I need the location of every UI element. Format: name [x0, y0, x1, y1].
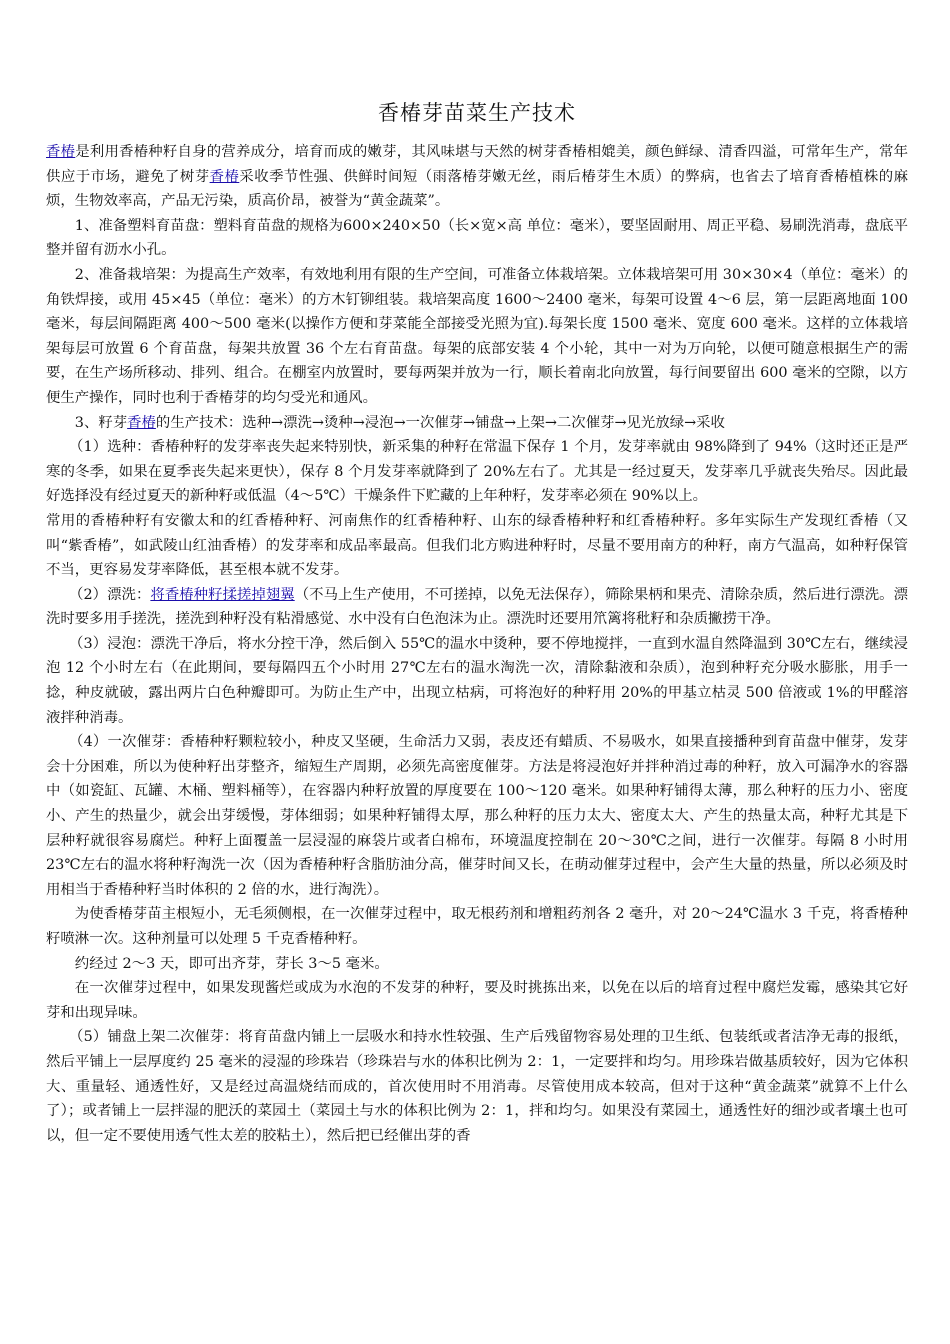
paragraph-tray: 1、准备塑料育苗盘：塑料育苗盘的规格为600×240×50（长×宽×高 单位：毫米），要坚固耐用、周正平稳、易刷洗消毒，盘底平整并留有沥水小孔。 [46, 217, 908, 259]
paragraph-seed-selection: （1）选种：香椿种籽的发芽率丧失起来特别快，新采集的种籽在常温下保存 1 个月，发芽率就由 98%降到了 94%（这时还正是严寒的冬季，如果在夏季丧失起来更快），保存 8 个月发芽率就降到了 20%左右了。尤其是一经过夏天，发芽率几乎就丧失殆尽。因此最好选择没有经过夏天的新种籽或低温（4～5℃）干燥条件下贮藏的上年种籽，发芽率必须在 90%以上。 [46, 439, 908, 505]
paragraph-sorting: 在一次催芽过程中，如果发现酱烂或成为水泡的不发芽的种籽，要及时挑拣出来，以免在以后的培育过程中腐烂发霉，感染其它好芽和出现异味。 [46, 980, 908, 1021]
paragraph-process [46, 411, 908, 436]
paragraph-first-germination: （4）一次催芽：香椿种籽颗粒较小，种皮又坚硬，生命活力又弱，表皮还有蜡质、不易吸水，如果直接播种到育苗盘中催芽，发芽会十分困难，所以为使种籽出芽整齐，缩短生产周期，必须先高密度催芽。方法是将浸泡好并拌种消过毒的种籽，放入可漏净水的容器中（如瓷缸、瓦罐、木桶、塑料桶等），在容器内种籽放置的厚度要在 100～120 毫米。如果种籽铺得太薄，那么种籽的压力小、密度小、产生的热量少，就会出芽缓慢，芽体细弱；如果种籽铺得太厚，那么种籽的压力太大、密度太大、产生的热量太高，种籽尤其是下层种籽就很容易腐烂。种籽上面覆盖一层浸湿的麻袋片或者白棉布，环境温度控制在 20～30℃之间，进行一次催芽。每隔 8 小时用 23℃左右的温水将种籽淘洗一次（因为香椿种籽含脂肪油分高，催芽时间又长，在萌动催芽过程中，会产生大量的热量，所以必须及时用相当于香椿种籽当时体积的 2 倍的水，进行淘洗）。 [46, 734, 908, 898]
link-rub-wings[interactable]: 将香椿种籽揉搓掉翅翼 [150, 586, 295, 603]
process-text-2: 的生产技术：选种→漂洗→烫种→浸泡→一次催芽→铺盘→上架→二次催芽→见光放绿→采收 [155, 414, 725, 431]
page-title: 香椿芽苗菜生产技术 [378, 101, 576, 125]
paragraph-root-treatment: 为使香椿芽苗主根短小，无毛须侧根，在一次催芽过程中，取无根药剂和增粗药剂各 2 毫升，对 20～24℃温水 3 千克，将香椿种籽喷淋一次。这种剂量可以处理 5 千克香椿种籽。 [46, 906, 908, 947]
paragraph-soaking: （3）浸泡：漂洗干净后，将水分控干净，然后倒入 55℃的温水中烫种，要不停地搅拌，一直到水温自然降温到 30℃左右，继续浸泡 12 个小时左右（在此期间，要每隔四五个小时用 27℃左右的温水淘洗一次，清除黏液和杂质），泡到种籽充分吸水膨胀，用手一捻，种皮就破，露出两片白色种瓣即可。为防止生产中，出现立枯病，可将泡好的种籽用 20%的甲基立枯灵 500 倍液或 1%的甲醛溶液拌种消毒。 [46, 635, 908, 726]
rinsing-text-2: （不马上生产使用，不可搓掉，以免无法保存），筛除果柄和果壳、清除杂质，然后进行漂洗。漂洗时要多用手搓洗，搓洗到种籽没有粘滑感觉、水中没有白色泡沫为止。漂洗时还要用笊篱将秕籽和杂质撇捞干净。 [46, 586, 908, 628]
paragraph-sprout-time: 约经过 2～3 天，即可出齐芽，芽长 3～5 毫米。 [74, 955, 389, 972]
intro-text-2: 采收季节性强、供鲜时间短（雨落椿芽嫩无丝，雨后椿芽生木质）的弊病，也省去了培育香椿植株的麻烦，生物效率高，产品无污染，质高价昂，被誉为“黄金蔬菜”。 [46, 168, 908, 210]
process-text-1: 3、籽芽 [74, 414, 128, 431]
paragraph-seed-varieties: 常用的香椿种籽有安徽太和的红香椿种籽、河南焦作的红香椿种籽、山东的绿香椿种籽和红香椿种籽。多年实际生产发现红香椿（又叫“紫香椿”，如武陵山红油香椿）的发芽率和成品率最高。但我们北方购进种籽时，尽量不要用南方的种籽，南方气温高，如种籽保管不当，更容易发芽率降低，甚至根本就不发芽。 [46, 512, 908, 579]
paragraph-tray-laying: （5）铺盘上架二次催芽：将育苗盘内铺上一层吸水和持水性较强、生产后残留物容易处理的卫生纸、包装纸或者洁净无毒的报纸，然后平铺上一层厚度约 25 毫米的浸湿的珍珠岩（珍珠岩与水的体积比例为 2：1，一定要拌和均匀。用珍珠岩做基质较好，因为它体积大、重量轻、通透性好，又是经过高温烧结而成的，首次使用时不用消毒。尽管使用成本较高，但对于这种“黄金蔬菜”就算不上什么了）；或者铺上一层拌湿的肥沃的菜园土（菜园土与水的体积比例为 2：1，拌和均匀。如果没有菜园土，通透性好的细沙或者壤土也可以，但一定不要使用透气性太差的胶粘土），然后把已经催出芽的香 [46, 1029, 908, 1144]
paragraph-rack: 2、准备栽培架：为提高生产效率，有效地利用有限的生产空间，可准备立体栽培架。立体栽培架可用 30×30×4（单位：毫米）的角铁焊接，或用 45×45（单位：毫米）的方木钉铆组装。栽培架高度 1600～2400 毫米，每架可设置 4～6 层，第一层距离地面 100 毫米，每层间隔距离 400～500 毫米(以操作方便和芽菜能全部接受光照为宜).每架长度 1500 毫米、宽度 600 毫米。这样的立体栽培架每层可放置 6 个育苗盘，每架共放置 36 个左右育苗盘。每架的底部安装 4 个小轮，其中一对为万向轮，以便可随意根据生产的需要，在生产场所移动、排列、组合。在棚室内放置时，要每两架并放为一行，顺长着南北向放置，每行间要留出 600 毫米的空隙，以方便生产操作，同时也利于香椿芽的均匀受光和通风。 [46, 266, 908, 406]
rinsing-text-1: （2）漂洗： [69, 586, 151, 603]
intro-paragraph [46, 140, 908, 214]
link-xiangchun-3[interactable]: 香椿 [127, 414, 156, 431]
paragraph-rinsing [46, 583, 908, 632]
document-page [46, 98, 908, 1148]
link-xiangchun-2[interactable]: 香椿 [209, 168, 240, 185]
link-xiangchun[interactable]: 香椿 [46, 144, 76, 160]
intro-text-1: 是利用香椿种籽自身的营养成分，培育而成的嫩芽，其风味堪与天然的树芽香椿相媲美，颜色鲜绿、清香四溢，可常年生产，常年供应于市场，避免了树芽 [46, 144, 908, 185]
